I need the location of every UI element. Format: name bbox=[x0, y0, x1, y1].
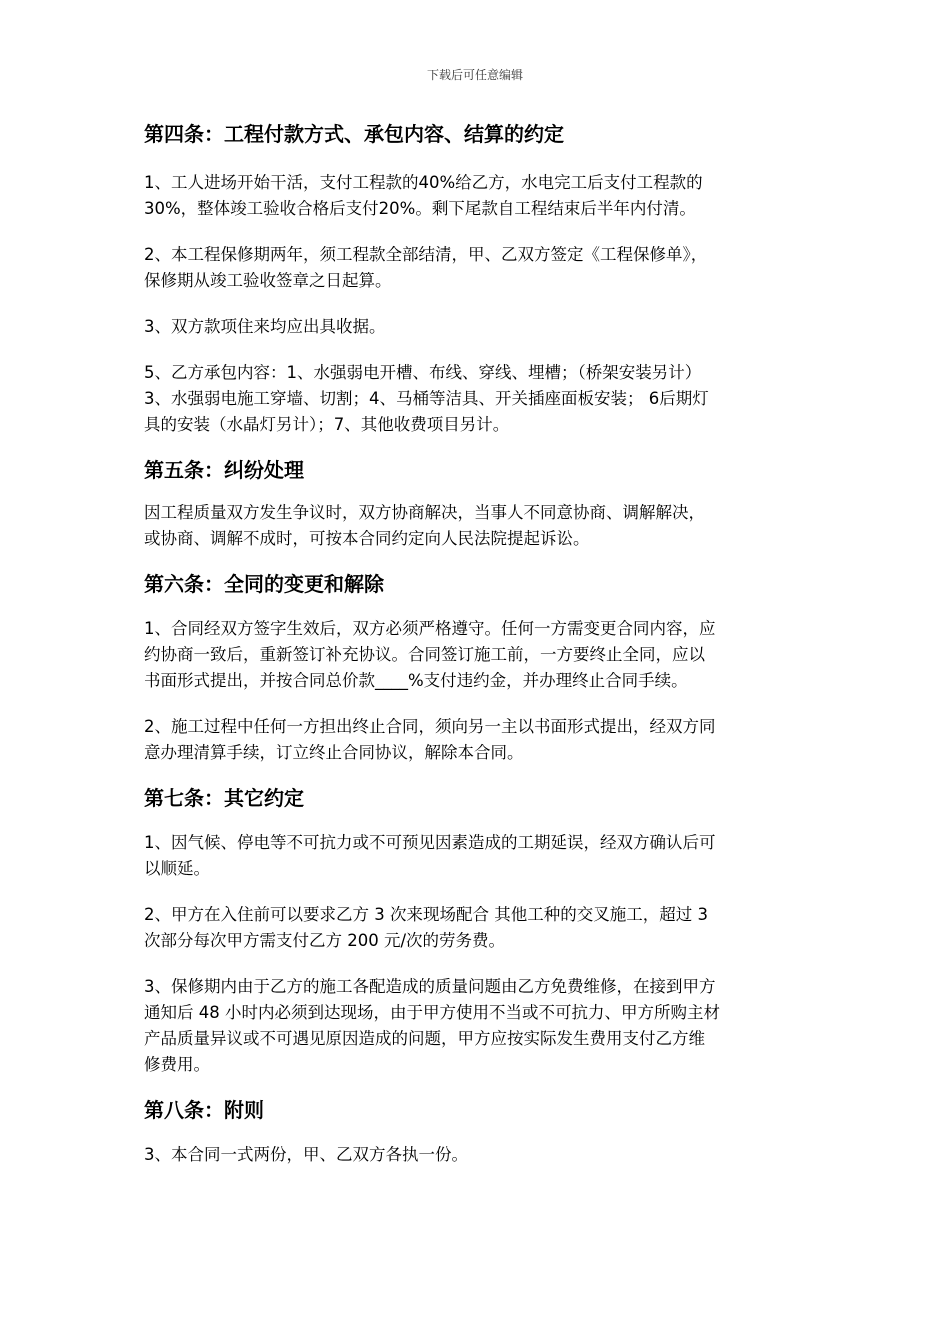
text-line: 1、合同经双方签字生效后，双方必须严格遵守。任何一方需变更合同内容，应 bbox=[144, 619, 716, 638]
text-line: 产品质量异议或不可遇见原因造成的问题，甲方应按实际发生费用支付乙方维 bbox=[144, 1029, 705, 1048]
section-6-clause-1 bbox=[144, 616, 812, 694]
section-7-clause-3 bbox=[144, 974, 812, 1078]
text-line: 具的安装（水晶灯另计）；7、其他收费项目另计。 bbox=[144, 415, 510, 434]
section-4-clause-5 bbox=[144, 360, 812, 438]
text-line: 1、因气候、停电等不可抗力或不可预见因素造成的工期延误，经双方确认后可 bbox=[144, 833, 716, 852]
section-4-clause-3 bbox=[144, 314, 812, 340]
page-header: 下载后可任意编辑 bbox=[426, 68, 523, 82]
section-7-clause-2 bbox=[144, 902, 812, 954]
text-line: 3、本合同一式两份，甲、乙双方各执一份。 bbox=[144, 1145, 468, 1164]
text-line: 通知后 48 小时内必须到达现场，由于甲方使用不当或不可抗力、甲方所购主材 bbox=[144, 1003, 720, 1022]
text-line: 5、乙方承包内容：1、水强弱电开槽、布线、穿线、埋槽；（桥架安装另计） bbox=[144, 363, 702, 382]
text-line: 以顺延。 bbox=[144, 859, 210, 878]
text-line: 保修期从竣工验收签章之日起算。 bbox=[144, 271, 392, 290]
text-line: 1、工人进场开始干活，支付工程款的40%给乙方，水电完工后支付工程款的 bbox=[144, 173, 703, 192]
text-line: 2、本工程保修期两年，须工程款全部结清，甲、乙双方签定《工程保修单》， bbox=[144, 245, 708, 264]
section-4-title: 第四条：工程付款方式、承包内容、结算的约定 bbox=[144, 122, 564, 146]
section-7-clause-1 bbox=[144, 830, 812, 882]
document-body bbox=[144, 118, 812, 1168]
text-line: 因工程质量双方发生争议时，双方协商解决，当事人不同意协商、调解解决， bbox=[144, 503, 705, 522]
text-line: 3、水强弱电施工穿墙、切割；4、马桶等洁具、开关插座面板安装； 6后期灯 bbox=[144, 389, 709, 408]
section-6-title: 第六条：全同的变更和解除 bbox=[144, 572, 384, 596]
text-line: 意办理清算手续，订立终止合同协议，解除本合同。 bbox=[144, 743, 524, 762]
section-8-title: 第八条：附则 bbox=[144, 1098, 264, 1122]
text-line: 次部分每次甲方需支付乙方 200 元/次的劳务费。 bbox=[144, 931, 506, 950]
text-line: 2、甲方在入住前可以要求乙方 3 次来现场配合 其他工种的交叉施工，超过 3 bbox=[144, 905, 708, 924]
text-line: 3、双方款项住来均应出具收据。 bbox=[144, 317, 386, 336]
section-5-clause-1 bbox=[144, 500, 812, 552]
text-line: 修费用。 bbox=[144, 1055, 210, 1074]
section-5-title: 第五条：纠纷处理 bbox=[144, 458, 304, 482]
text-line: 或协商、调解不成时，可按本合同约定向人民法院提起诉讼。 bbox=[144, 529, 590, 548]
text-line: 约协商一致后，重新签订补充协议。合同签订施工前，一方要终止全同，应以 bbox=[144, 645, 705, 664]
section-4-clause-1 bbox=[144, 170, 812, 222]
section-4-clause-2 bbox=[144, 242, 812, 294]
section-6-clause-2 bbox=[144, 714, 812, 766]
text-line: 2、施工过程中任何一方担出终止合同，须向另一主以书面形式提出，经双方同 bbox=[144, 717, 716, 736]
section-7-title: 第七条：其它约定 bbox=[144, 786, 304, 810]
section-8-clause-3 bbox=[144, 1142, 812, 1168]
text-line: 书面形式提出，并按合同总价款____%支付违约金，并办理终止合同手续。 bbox=[144, 671, 688, 690]
text-line: 3、保修期内由于乙方的施工各配造成的质量问题由乙方免费维修，在接到甲方 bbox=[144, 977, 716, 996]
text-line: 30%，整体竣工验收合格后支付20%。剩下尾款自工程结束后半年内付清。 bbox=[144, 199, 696, 218]
